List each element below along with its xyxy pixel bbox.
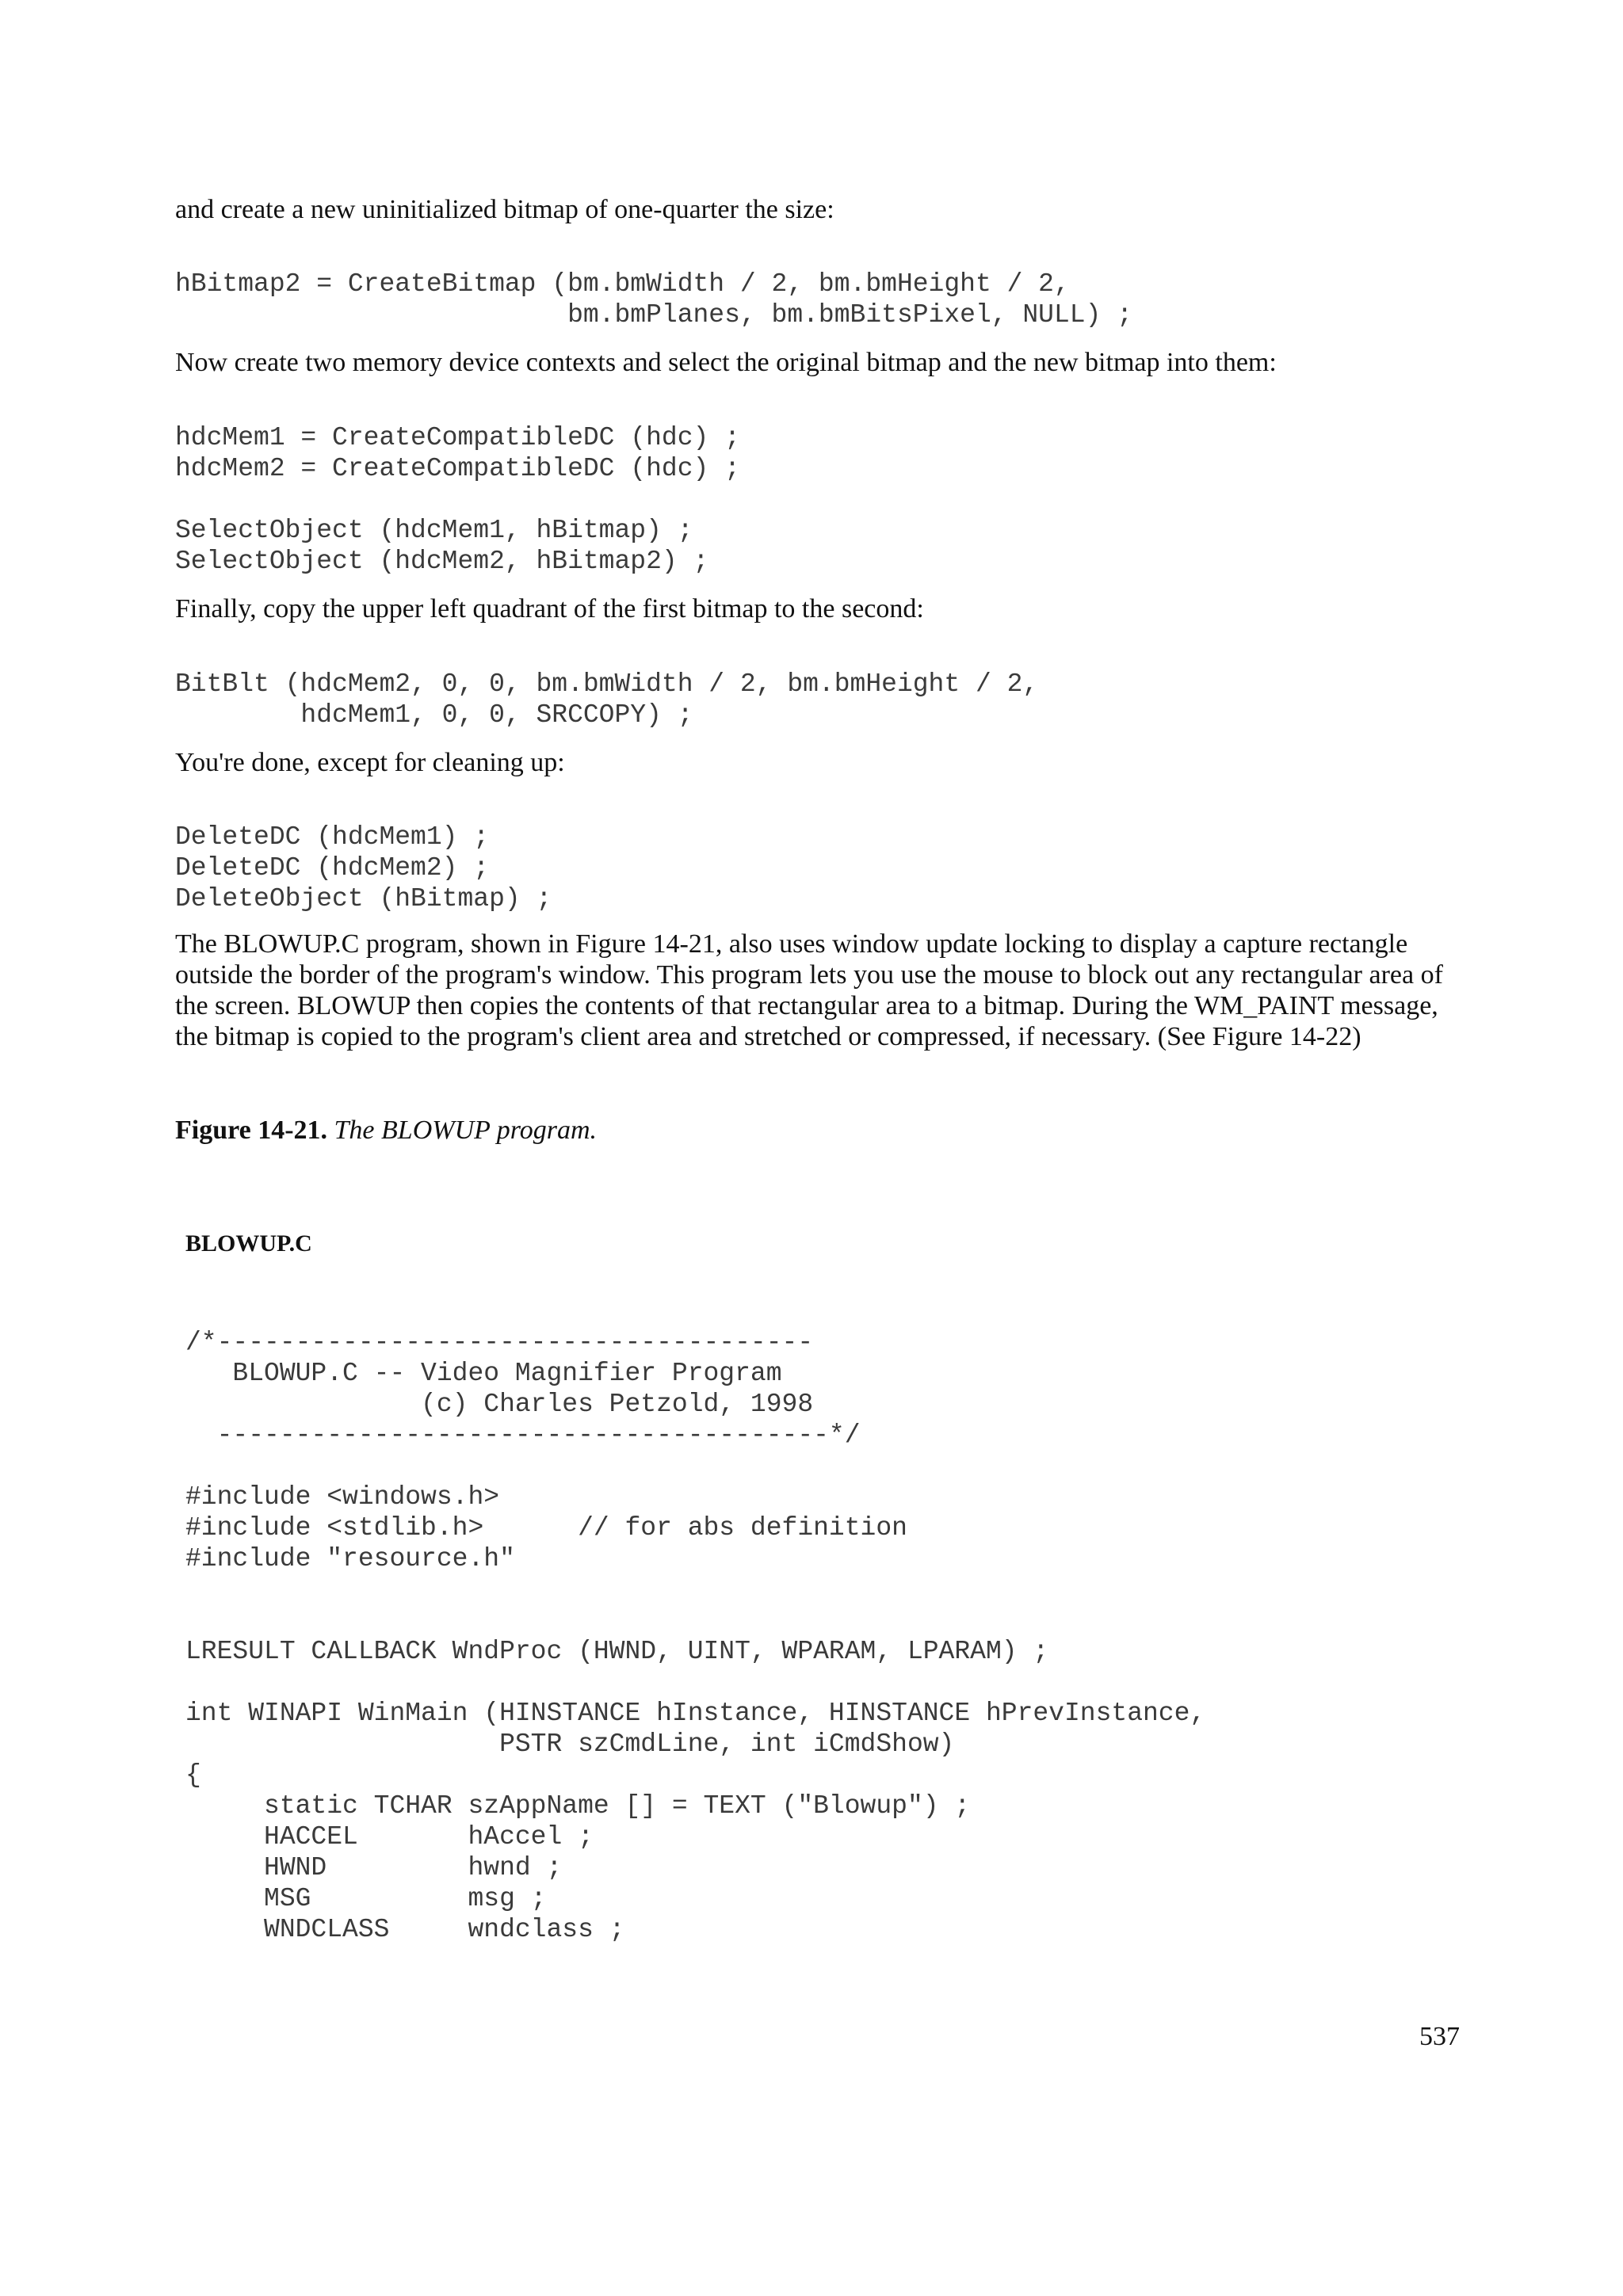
code-delete-objects: DeleteDC (hdcMem1) ; DeleteDC (hdcMem2) ; DeleteObject (hBitmap) ; <box>175 822 552 913</box>
code-bitblt: BitBlt (hdcMem2, 0, 0, bm.bmWidth / 2, bm.bmHeight / 2, hdcMem1, 0, 0, SRCCOPY) ; <box>175 669 1039 730</box>
paragraph-cleanup: You're done, except for cleaning up: <box>175 748 565 777</box>
paragraph-intro: and create a new uninitialized bitmap of one-quarter the size: <box>175 195 834 224</box>
paragraph-copy-quadrant: Finally, copy the upper left quadrant of the first bitmap to the second: <box>175 594 924 624</box>
page-number: 537 <box>1419 2022 1460 2051</box>
figure-caption-title: The BLOWUP program. <box>334 1116 598 1145</box>
listing-title: BLOWUP.C <box>185 1230 312 1257</box>
figure-caption-label: Figure 14-21. <box>175 1116 328 1145</box>
paragraph-memory-dc: Now create two memory device contexts and select the original bitmap and the new bitmap into them: <box>175 348 1277 377</box>
code-select-objects: hdcMem1 = CreateCompatibleDC (hdc) ; hdcMem2 = CreateCompatibleDC (hdc) ; SelectObject (hdcMem1, hBitmap) ; SelectObject (hdcMem2, hBitmap2) ; <box>175 423 740 576</box>
code-create-bitmap: hBitmap2 = CreateBitmap (bm.bmWidth / 2, bm.bmHeight / 2, bm.bmPlanes, bm.bmBitsPixel, NULL) ; <box>175 269 1132 330</box>
figure-caption <box>175 1115 597 1146</box>
paragraph-blowup-description: The BLOWUP.C program, shown in Figure 14-21, also uses window update locking to display a capture rectangle outside the border of the program's window. This program lets you use the mouse to block out any rectangular area of the screen. BLOWUP then copies the contents of that rectangular area to a bitmap. During the WM_PAINT message, the bitmap is copied to the program's client area and stretched or compressed, if necessary. (See Figure 14-22) <box>175 929 1443 1051</box>
code-listing-blowup: /*-------------------------------------- BLOWUP.C -- Video Magnifier Program (c) Charles Petzold, 1998 ---------------------------------------*/ #include <windows.h> #include <stdlib.h> // for abs definition #include "resource.h" LRESULT CALLBACK WndProc (HWND, UINT, WPARAM, LPARAM) ; int WINAPI WinMain (HINSTANCE hInstance, HINSTANCE hPrevInstance, PSTR szCmdLine, int iCmdShow) { static TCHAR szAppName [] = TEXT ("Blowup") ; HACCEL hAccel ; HWND hwnd ; MSG msg ; WNDCLASS wndclass ; <box>185 1328 1206 1944</box>
